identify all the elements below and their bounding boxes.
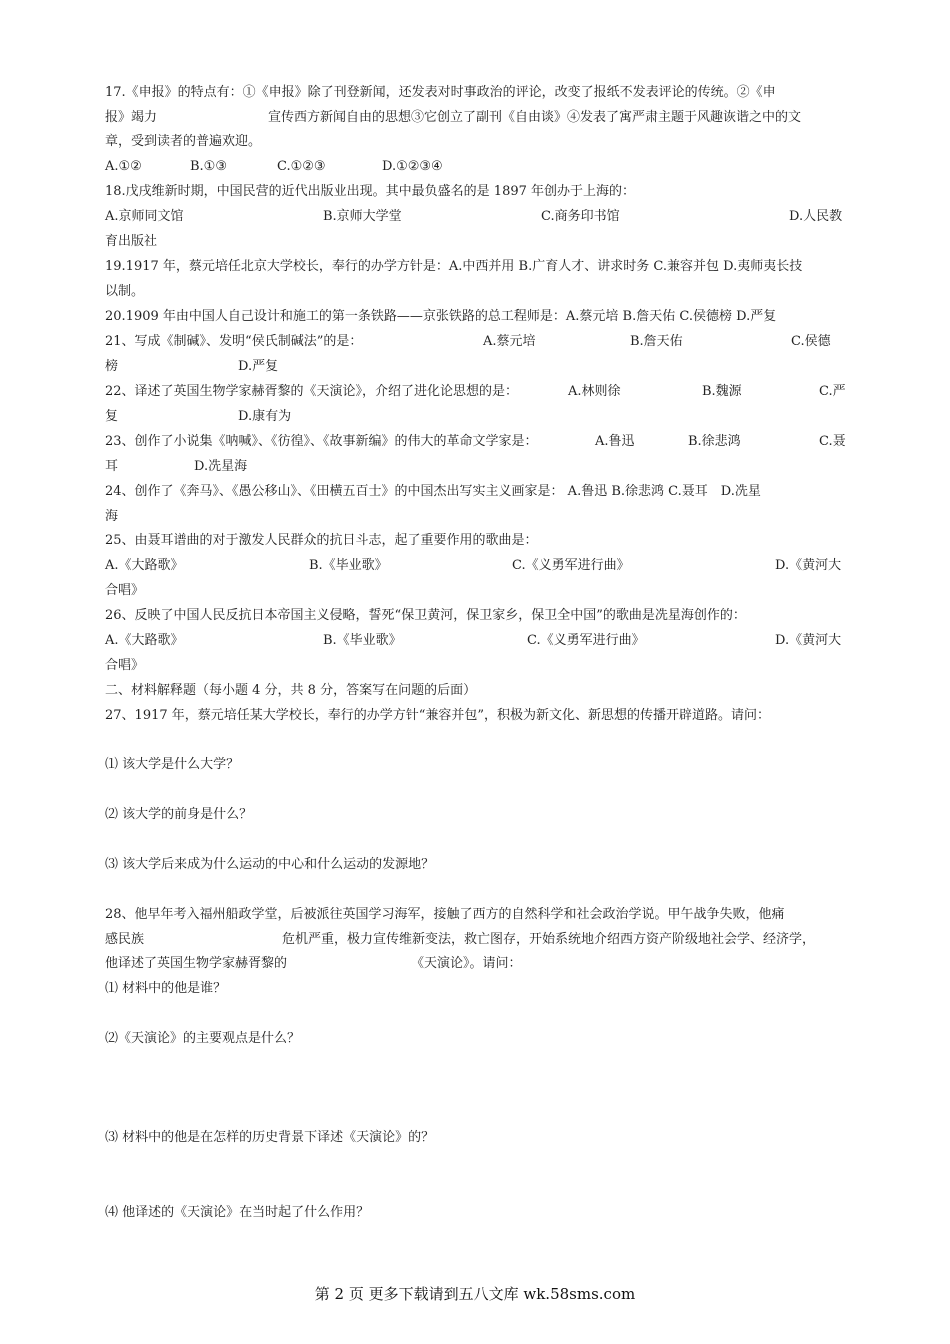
q17-line3: 章，受到读者的普遍欢迎。 [105,134,262,149]
q24-line2: 海 [105,509,119,524]
q22-option-b: B.魏源 [702,384,742,399]
q28-sub-2: ⑵《天演论》的主要观点是什么？ [105,1031,301,1046]
q17-line1: 17.《申报》的特点有：①《申报》除了刊登新闻，还发表对时事政治的评论，改变了报纸不发表评论的传统。②《申 [105,85,776,100]
q17-option-d: D.①②③④ [382,159,443,174]
q28-sub-4: ⑷ 他译述的《天演论》在当时起了什么作用？ [105,1205,370,1220]
q22-option-d: D.康有为 [238,409,292,424]
q17-option-a: A.①② [105,159,142,174]
q28-line2-end: 危机严重，极力宣传维新变法，救亡图存，开始系统地介绍西方资产阶级地社会学、经济学， [282,932,816,947]
q28-line3 [105,955,522,973]
q23-line2 [105,458,248,476]
q18-line1: 18.戊戌维新时期，中国民营的近代出版业出现。其中最负盛名的是 1897 年创办于上海的： [105,184,636,199]
section2-heading: 二、材料解释题（每小题 4 分，共 8 分，答案写在问题的后面） [105,683,477,698]
q18-wrap: 育出版社 [105,234,158,249]
q28-sub-1: ⑴ 材料中的他是谁？ [105,981,227,996]
q23-option-d: D.冼星海 [194,459,248,474]
q18-option-d: D.人民教 [789,209,843,224]
q27-sub-2: ⑵ 该大学的前身是什么？ [105,807,253,822]
q22-line2 [105,408,292,426]
q28-line2 [105,931,816,949]
q18-option-c: C.商务印书馆 [541,209,620,224]
q25-wrap: 合唱》 [105,583,145,598]
q22-stem: 22、译述了英国生物学家赫胥黎的《天演论》，介绍了进化论思想的是： [105,384,519,399]
q26-option-d: D.《黄河大 [775,633,842,648]
q26-option-a: A.《大路歌》 [105,633,184,648]
q17-line2 [105,109,802,127]
q25-option-b: B.《毕业歌》 [309,558,388,573]
q22-line1 [105,383,846,401]
q21-line1 [105,333,831,351]
q17-option-b: B.①③ [190,159,227,174]
q17-option-c: C.①②③ [277,159,326,174]
q25-option-c: C.《义勇军进行曲》 [512,558,630,573]
q23-option-b: B.徐悲鸿 [688,434,741,449]
q21-option-d: D.严复 [238,359,279,374]
q21-line2 [105,358,279,376]
q21-wrap: 榜 [105,359,119,374]
q21-option-c: C.侯德 [791,334,831,349]
q26-option-b: B.《毕业歌》 [323,633,402,648]
q27-stem: 27、1917 年，蔡元培任某大学校长，奉行的办学方针“兼容并包”，积极为新文化、新思想的传播开辟道路。请问： [105,708,771,723]
q21-option-b: B.詹天佑 [630,334,683,349]
q24-line1: 24、创作了《奔马》、《愚公移山》、《田横五百士》的中国杰出写实主义画家是： A.鲁迅 B.徐悲鸿 C.聂耳 D.冼星 [105,484,761,499]
q18-option-a: A.京师同文馆 [105,209,184,224]
q27-sub-3: ⑶ 该大学后来成为什么运动的中心和什么运动的发源地？ [105,857,435,872]
q23-line1 [105,433,846,451]
q22-wrap: 复 [105,409,119,424]
q27-sub-1: ⑴ 该大学是什么大学？ [105,757,240,772]
q25-option-a: A.《大路歌》 [105,558,184,573]
q28-line2-start: 感民族 [105,932,145,947]
q17-line2-end: 宣传西方新闻自由的思想③它创立了副刊《自由谈》④发表了寓严肃主题于风趣诙谐之中的文 [268,110,802,125]
page-footer: 第 2 页 更多下载请到五八文库 wk.58sms.com [314,1285,636,1303]
q23-wrap: 耳 [105,459,119,474]
q26-option-c: C.《义勇军进行曲》 [527,633,645,648]
q28-sub-3: ⑶ 材料中的他是在怎样的历史背景下译述《天演论》的？ [105,1130,435,1145]
q21-option-a: A.蔡元培 [483,334,536,349]
q28-line1: 28、他早年考入福州船政学堂，后被派往英国学习海军，接触了西方的自然科学和社会政治学说。甲午战争失败，他痛 [105,907,785,922]
q23-option-c: C.聂 [819,434,846,449]
q23-stem: 23、创作了小说集《呐喊》、《彷徨》、《故事新编》的伟大的革命文学家是： [105,434,538,449]
q26-wrap: 合唱》 [105,658,145,673]
q25-option-d: D.《黄河大 [775,558,842,573]
q28-line3-start: 他译述了英国生物学家赫胥黎的 [105,956,288,971]
q22-option-a: A.林则徐 [568,384,621,399]
q18-option-b: B.京师大学堂 [323,209,402,224]
q19-line2: 以制。 [105,284,145,299]
q26-line1: 26、反映了中国人民反抗日本帝国主义侵略，誓死“保卫黄河，保卫家乡，保卫全中国”的歌曲是冼星海创作的： [105,608,746,623]
q17-line2-start: 报》竭力 [105,110,158,125]
q22-option-c: C.严 [819,384,846,399]
q25-line1: 25、由聂耳谱曲的对于激发人民群众的抗日斗志，起了重要作用的歌曲是： [105,533,538,548]
q23-option-a: A.鲁迅 [595,434,635,449]
q20-line1: 20.1909 年由中国人自己设计和施工的第一条铁路——京张铁路的总工程师是：A.蔡元培 B.詹天佑 C.侯德榜 D.严复 [105,309,777,324]
q21-stem: 21、写成《制碱》、发明“侯氏制碱法”的是： [105,334,363,349]
q28-line3-end: 《天演论》。请问： [411,956,522,971]
q19-line1: 19.1917 年，蔡元培任北京大学校长，奉行的办学方针是：A.中西并用 B.广育人才、讲求时务 C.兼容并包 D.夷师夷长技 [105,259,803,274]
